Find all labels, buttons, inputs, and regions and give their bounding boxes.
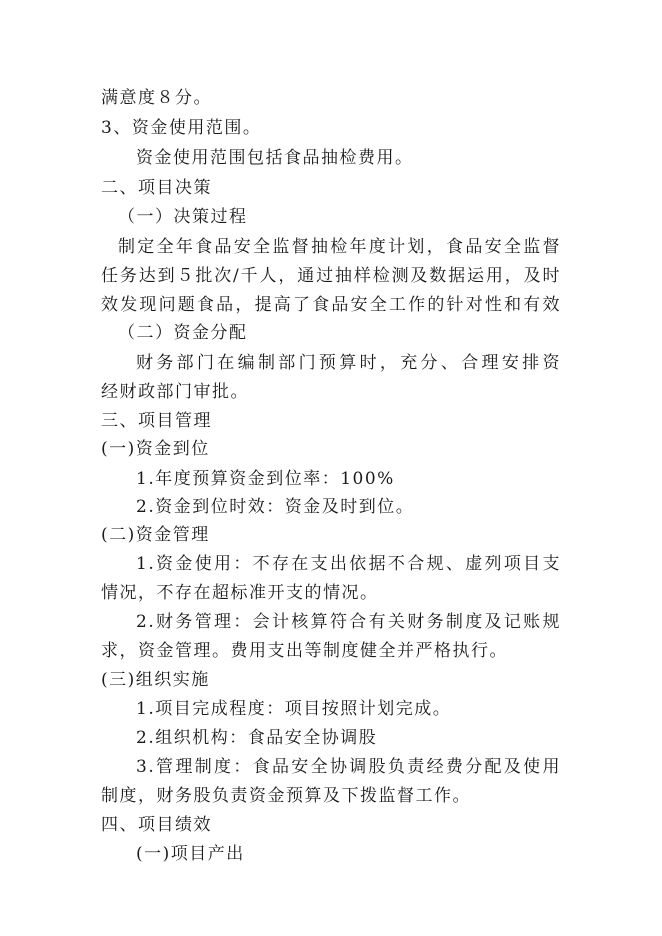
text-line: 1.年度预算资金到位率：100%	[136, 469, 395, 489]
text-line: 2.财务管理：会计核算符合有关财务制度及记账规	[136, 612, 561, 632]
text-line: 1.项目完成程度：项目按照计划完成。	[136, 699, 452, 719]
text-line: 制度，财务股负责资金预算及下拨监督工作。	[101, 786, 471, 806]
text-line: 任务达到５批次/千人，通过抽样检测及数据运用，及时	[101, 266, 561, 286]
subsection-heading: (二)资金管理	[101, 525, 210, 545]
subsection-heading: （一）决策过程	[118, 207, 248, 227]
subsection-heading: (三)组织实施	[101, 670, 210, 690]
text-line: 3.管理制度：食品安全协调股负责经费分配及使用	[136, 757, 561, 777]
text-line: 资金使用范围包括食品抽检费用。	[136, 148, 414, 168]
section-heading: 二、项目决策	[101, 178, 212, 198]
text-line: 制定全年食品安全监督抽检年度计划，食品安全监督	[118, 237, 561, 257]
text-line: 经财政部门审批。	[101, 382, 249, 402]
subsection-heading: (一)资金到位	[101, 439, 210, 459]
text-line: 1.资金使用：不存在支出依据不合规、虚列项目支	[136, 554, 561, 574]
text-line: 3、资金使用范围。	[101, 118, 262, 138]
subsection-heading: （二）资金分配	[118, 323, 248, 343]
text-line: 满意度８分。	[101, 88, 212, 108]
text-line: 效发现问题食品，提高了食品安全工作的针对性和有效	[101, 295, 561, 315]
text-line: 2.组织机构：食品安全协调股	[136, 728, 378, 748]
section-heading: 四、项目绩效	[101, 815, 212, 835]
text-line: 2.资金到位时效：资金及时到位。	[136, 497, 415, 517]
subsection-heading: (一)项目产出	[136, 844, 245, 864]
section-heading: 三、项目管理	[101, 411, 212, 431]
text-line: 情况，不存在超标准开支的情况。	[101, 583, 379, 603]
text-line: 财务部门在编制部门预算时，充分、合理安排资	[136, 353, 561, 373]
text-line: 求，资金管理。费用支出等制度健全并严格执行。	[101, 641, 508, 661]
